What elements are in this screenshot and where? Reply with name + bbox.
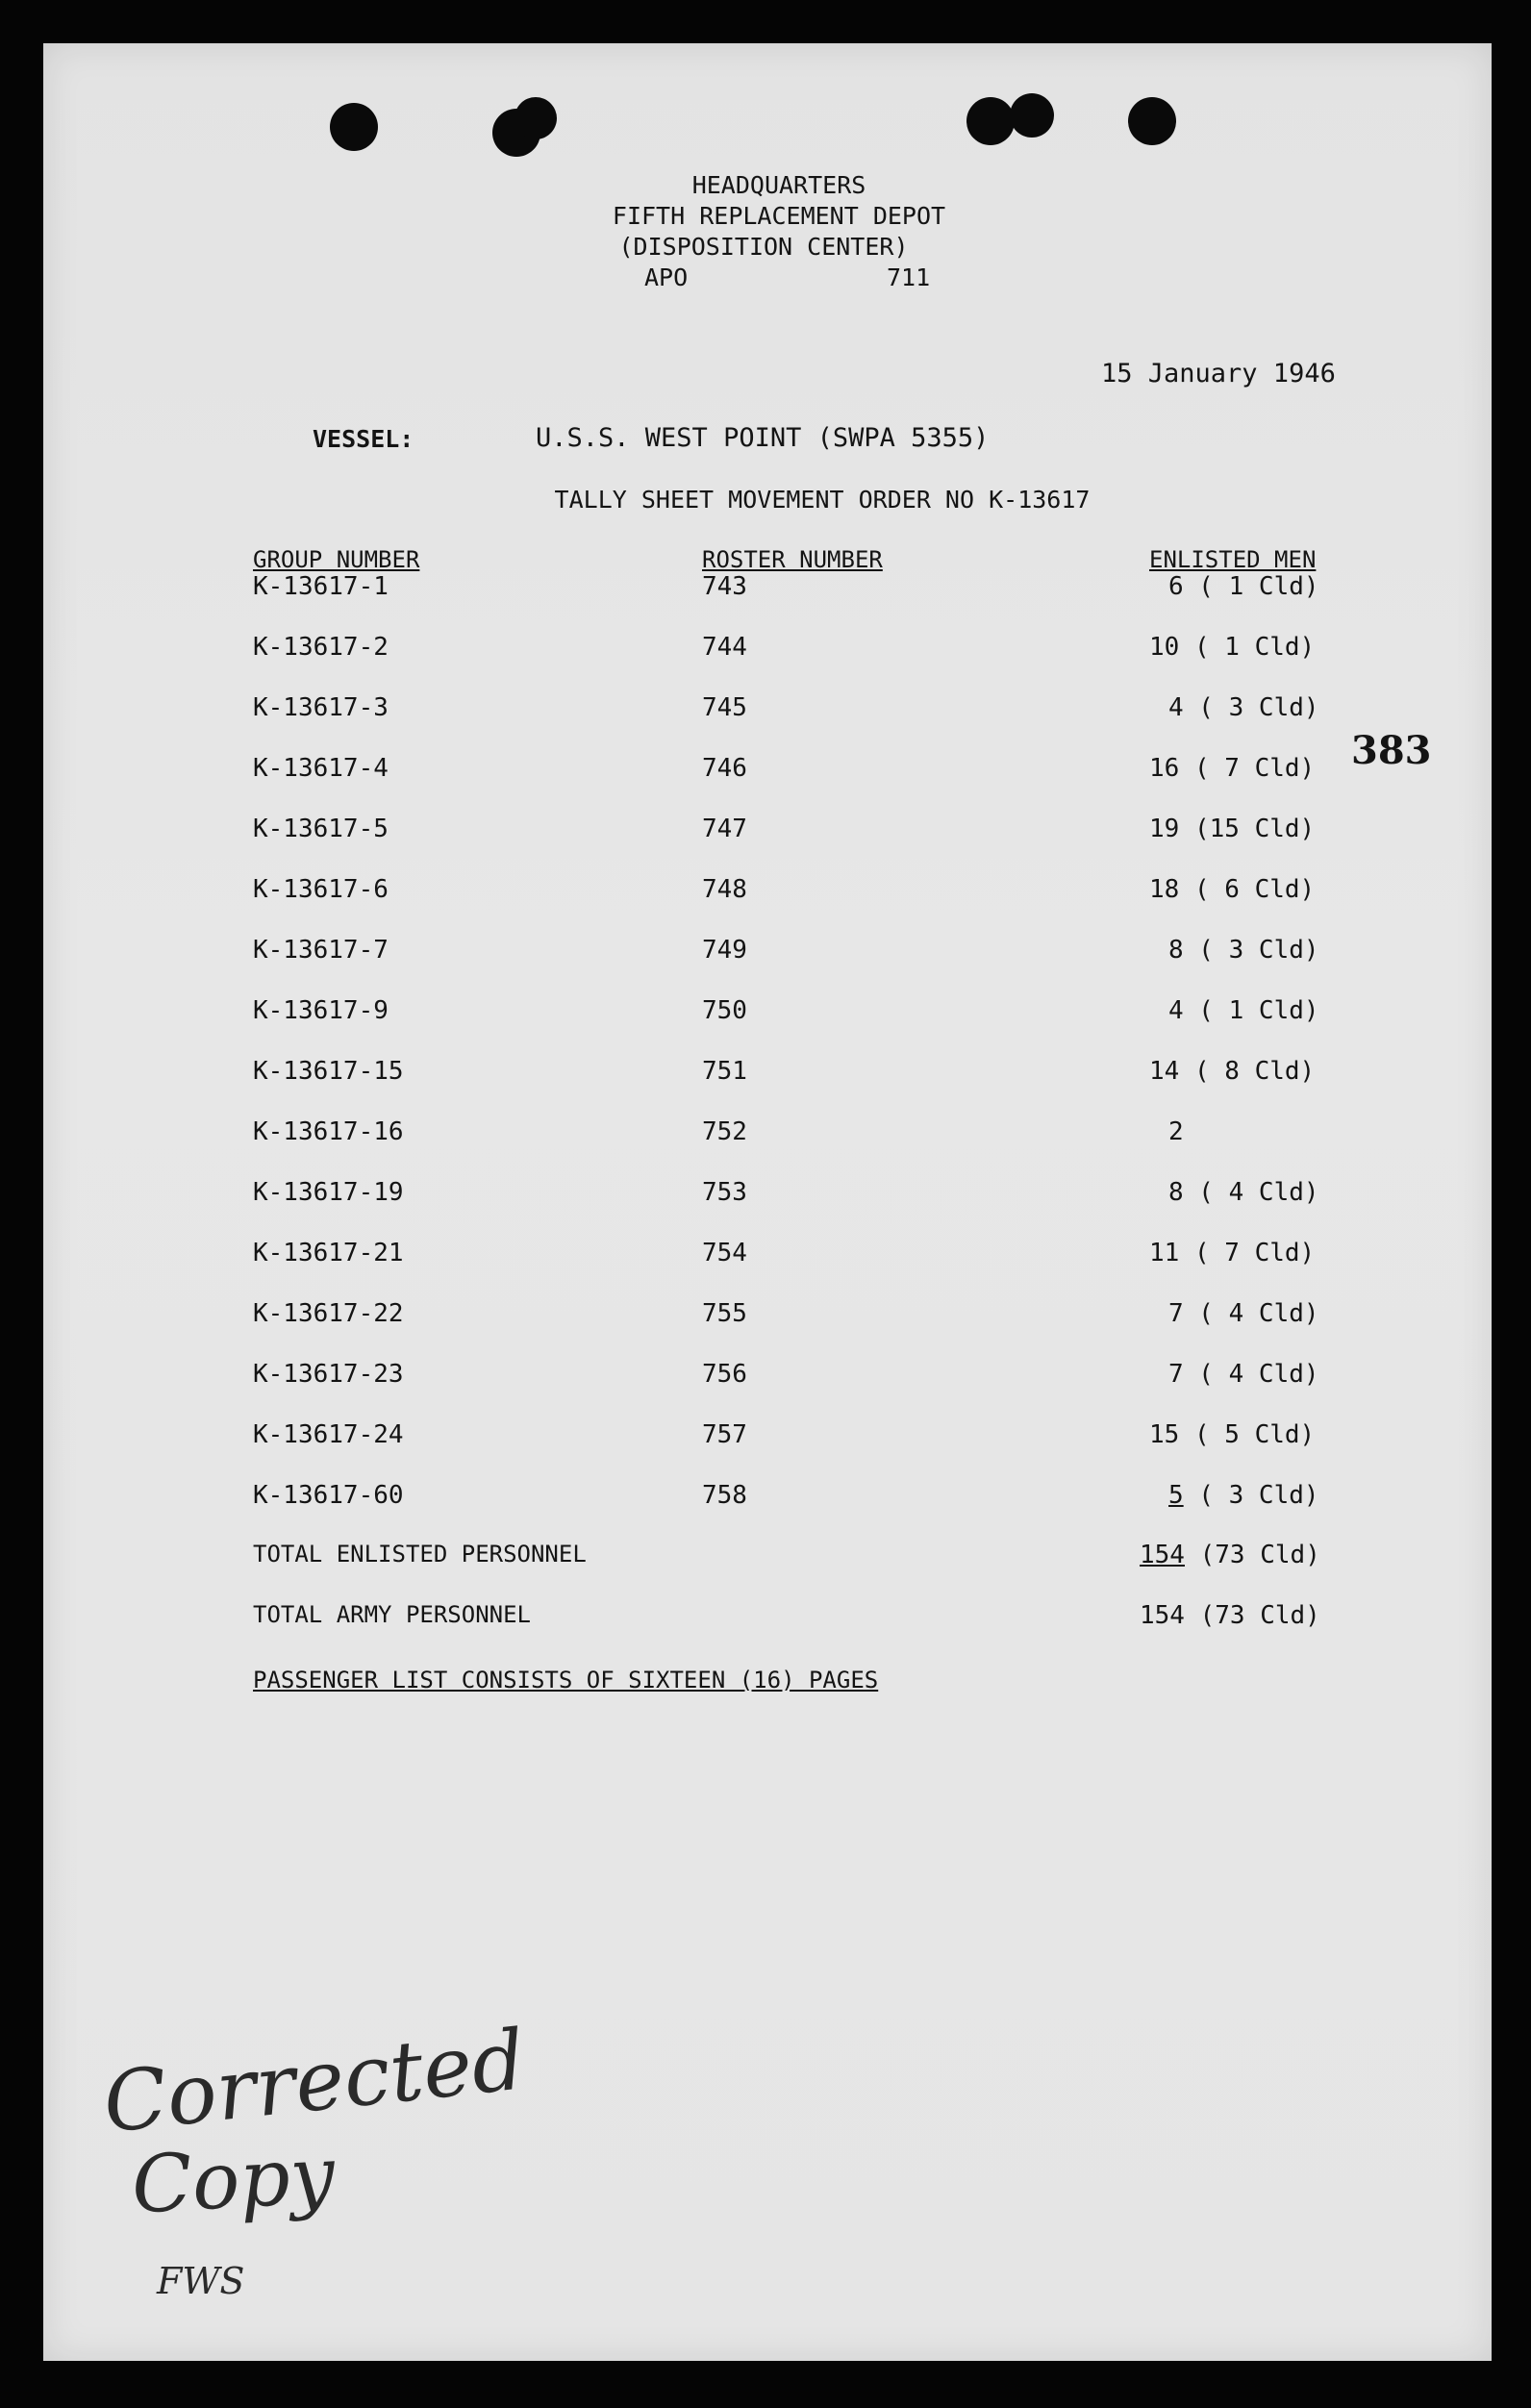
enlisted-men: 19 (15 Cld): [1149, 815, 1316, 843]
roster-number: 755: [702, 1299, 747, 1328]
enlisted-men: 15 ( 5 Cld): [1149, 1420, 1316, 1449]
table-row: [43, 1360, 1492, 1398]
heading-line-3: (DISPOSITION CENTER): [618, 233, 909, 261]
roster-number: 757: [702, 1420, 747, 1449]
punch-hole: [1010, 93, 1054, 138]
table-row: [43, 572, 1492, 611]
passenger-list-note: PASSENGER LIST CONSISTS OF SIXTEEN (16) PAGES: [253, 1667, 879, 1693]
enlisted-men: 14 ( 8 Cld): [1149, 1057, 1316, 1086]
roster-number: 747: [702, 815, 747, 843]
total-enlisted-colored: (73 Cld): [1199, 1541, 1320, 1569]
apo-label: APO: [644, 263, 689, 291]
group-number: K-13617-60: [253, 1481, 404, 1510]
table-row: [43, 936, 1492, 974]
roster-number: 754: [702, 1239, 747, 1267]
roster-number: 758: [702, 1481, 747, 1510]
group-number: K-13617-21: [253, 1239, 404, 1267]
enlisted-men: 10 ( 1 Cld): [1149, 633, 1316, 662]
total-enlisted-value: [1140, 1541, 1320, 1569]
total-army-label: TOTAL ARMY PERSONNEL: [253, 1601, 531, 1628]
table-row: [43, 875, 1492, 914]
roster-number: 748: [702, 875, 747, 904]
table-row: [43, 1481, 1492, 1519]
roster-number: 751: [702, 1057, 747, 1086]
page-stamp-number: 383: [1351, 728, 1432, 773]
roster-number: 746: [702, 754, 747, 783]
enlisted-men: 6 ( 1 Cld): [1168, 572, 1319, 601]
group-number: K-13617-1: [253, 572, 389, 601]
roster-number: 750: [702, 996, 747, 1025]
group-number: K-13617-3: [253, 693, 389, 722]
punch-hole: [330, 103, 378, 151]
vessel-name: U.S.S. WEST POINT (SWPA 5355): [536, 423, 990, 453]
enlisted-men: 4 ( 1 Cld): [1168, 996, 1319, 1025]
punch-hole: [1128, 97, 1176, 145]
roster-number: 749: [702, 936, 747, 965]
group-number: K-13617-5: [253, 815, 389, 843]
apo-number: 711: [887, 263, 931, 291]
enlisted-men: 7 ( 4 Cld): [1168, 1360, 1319, 1389]
enlisted-men: 8 ( 4 Cld): [1168, 1178, 1319, 1207]
group-number: K-13617-19: [253, 1178, 404, 1207]
group-number: K-13617-7: [253, 936, 389, 965]
enlisted-men: 18 ( 6 Cld): [1149, 875, 1316, 904]
table-row: [43, 754, 1492, 792]
enlisted-men: [1140, 1481, 1319, 1510]
document-page: [43, 43, 1492, 2361]
group-number: K-13617-15: [253, 1057, 404, 1086]
enlisted-men: 2: [1168, 1117, 1184, 1146]
enlisted-colored: ( 3 Cld): [1198, 1481, 1319, 1510]
enlisted-count: 5: [1168, 1481, 1184, 1510]
group-number: K-13617-4: [253, 754, 389, 783]
handwritten-initials: FWS: [157, 2260, 245, 2302]
punch-hole: [966, 97, 1015, 145]
total-army-value: 154 (73 Cld): [1140, 1601, 1320, 1630]
group-number: K-13617-22: [253, 1299, 404, 1328]
enlisted-men: 7 ( 4 Cld): [1168, 1299, 1319, 1328]
handwritten-corrected: Corrected: [98, 2012, 530, 2152]
table-row: [43, 1117, 1492, 1156]
enlisted-men: 8 ( 3 Cld): [1168, 936, 1319, 965]
enlisted-men: 11 ( 7 Cld): [1149, 1239, 1316, 1267]
document-date: 15 January 1946: [1101, 359, 1336, 389]
total-enlisted-label: TOTAL ENLISTED PERSONNEL: [253, 1541, 587, 1568]
column-header-enlisted: ENLISTED MEN: [1149, 546, 1317, 573]
column-header-roster: ROSTER NUMBER: [702, 546, 883, 573]
handwritten-copy: Copy: [129, 2129, 338, 2232]
enlisted-men: 4 ( 3 Cld): [1168, 693, 1319, 722]
table-row: [43, 1420, 1492, 1459]
heading-line-1: HEADQUARTERS: [691, 171, 866, 199]
roster-number: 753: [702, 1178, 747, 1207]
table-row: [43, 1178, 1492, 1217]
group-number: K-13617-23: [253, 1360, 404, 1389]
roster-number: 752: [702, 1117, 747, 1146]
roster-number: 745: [702, 693, 747, 722]
column-header-group: GROUP NUMBER: [253, 546, 420, 573]
group-number: K-13617-24: [253, 1420, 404, 1449]
roster-number: 744: [702, 633, 747, 662]
group-number: K-13617-2: [253, 633, 389, 662]
table-row: [43, 1239, 1492, 1277]
tally-title: TALLY SHEET MOVEMENT ORDER NO K-13617: [554, 486, 1091, 514]
table-row: [43, 693, 1492, 732]
table-row: [43, 1057, 1492, 1095]
table-row: [43, 633, 1492, 671]
vessel-label: VESSEL:: [313, 425, 414, 453]
table-row: [43, 996, 1492, 1035]
total-enlisted-count: 154: [1140, 1541, 1185, 1569]
group-number: K-13617-16: [253, 1117, 404, 1146]
group-number: K-13617-9: [253, 996, 389, 1025]
table-row: [43, 815, 1492, 853]
roster-number: 743: [702, 572, 747, 601]
heading-line-2: FIFTH REPLACEMENT DEPOT: [612, 202, 946, 230]
group-number: K-13617-6: [253, 875, 389, 904]
enlisted-men: 16 ( 7 Cld): [1149, 754, 1316, 783]
punch-hole: [515, 97, 557, 139]
roster-number: 756: [702, 1360, 747, 1389]
table-row: [43, 1299, 1492, 1338]
